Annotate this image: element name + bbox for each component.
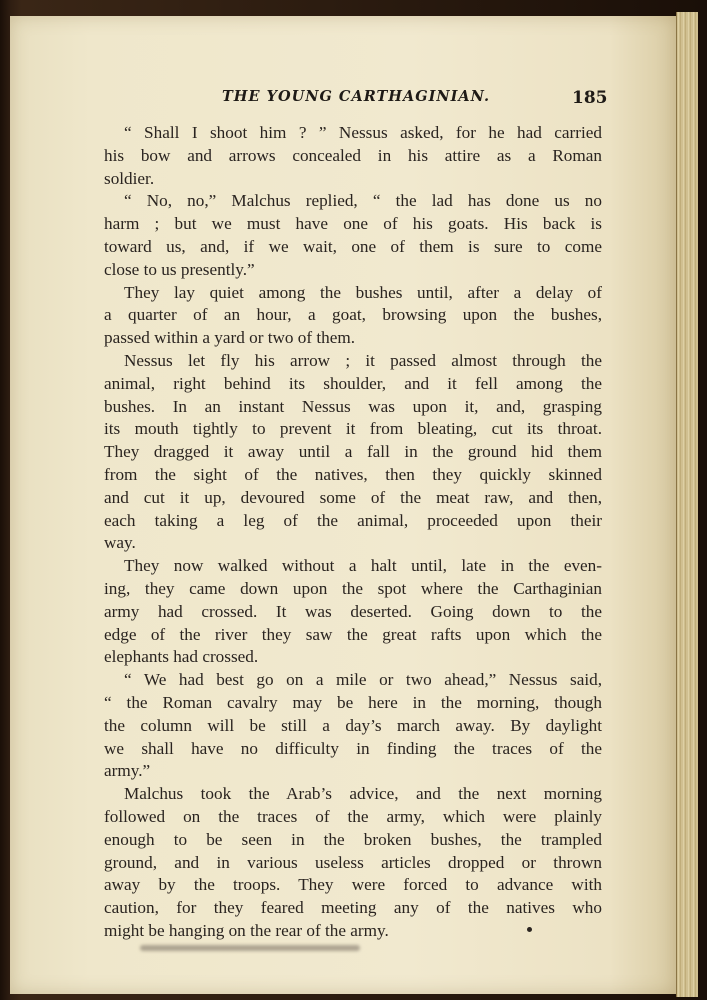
text-line: harm ; but we must have one of his goats. His back is [104, 214, 602, 234]
text-line: its mouth tightly to prevent it from bleating, cut its throat. [104, 419, 602, 439]
text-line: each taking a leg of the animal, proceeded upon their [104, 510, 602, 530]
text-line: toward us, and, if we wait, one of them is sure to come [104, 236, 602, 256]
text-line: “ We had best go on a mile or two ahead,” Nessus said, [124, 670, 602, 690]
text-line: They lay quiet among the bushes until, after a delay of [124, 282, 602, 302]
text-line: They now walked without a halt until, late in the even- [124, 556, 602, 576]
text-line: They dragged it away until a fall in the ground hid them [104, 442, 602, 462]
text-line: passed within a yard or two of them. [104, 328, 356, 348]
text-line: away by the troops. They were forced to advance with [104, 875, 602, 895]
page-edges [676, 12, 699, 997]
text-line: ing, they came down upon the spot where the Carthaginian [104, 578, 602, 598]
text-line: Malchus took the Arab’s advice, and the next morning [124, 784, 602, 804]
text-line: we shall have no difficulty in finding the traces of the [104, 738, 602, 758]
text-line: the column will be still a day’s march away. By daylight [104, 715, 602, 735]
book-cover-edge [698, 0, 707, 1000]
body-text [104, 122, 602, 943]
text-line: elephants had crossed. [104, 647, 259, 667]
page-number: 185 [572, 88, 608, 108]
ink-dot [527, 927, 532, 932]
text-line: soldier. [104, 168, 155, 188]
text-line: followed on the traces of the army, which were plainly [104, 806, 602, 826]
text-line: “ Shall I shoot him ? ” Nessus asked, for he had carried [124, 123, 602, 142]
text-line: animal, right behind its shoulder, and it fell among the [104, 373, 602, 393]
text-line: Nessus let fly his arrow ; it passed almost through the [124, 350, 602, 370]
print-smudge [140, 945, 360, 951]
text-line: might be hanging on the rear of the army. [104, 920, 389, 940]
text-line: a quarter of an hour, a goat, browsing upon the bushes, [104, 305, 602, 325]
text-line: way. [104, 533, 136, 553]
text-line: army had crossed. It was deserted. Going down to the [104, 601, 602, 621]
text-line: and cut it up, devoured some of the meat raw, and then, [104, 487, 602, 507]
text-line: edge of the river they saw the great rafts upon which the [104, 624, 602, 644]
text-line: his bow and arrows concealed in his attire as a Roman [104, 145, 602, 165]
text-line: from the sight of the natives, then they quickly skinned [104, 464, 602, 484]
text-line: caution, for they feared meeting any of the natives who [104, 898, 602, 918]
text-line: close to us presently.” [104, 259, 255, 279]
text-line: ground, and in various useless articles dropped or thrown [104, 852, 602, 872]
text-line: “ the Roman cavalry may be here in the morning, though [104, 692, 602, 712]
text-line: “ No, no,” Malchus replied, “ the lad has done us no [124, 191, 602, 211]
text-line: enough to be seen in the broken bushes, the trampled [104, 829, 602, 849]
text-line: army.” [104, 761, 151, 781]
text-line: bushes. In an instant Nessus was upon it, and, grasping [104, 396, 602, 416]
running-head: THE YOUNG CARTHAGINIAN. [222, 88, 491, 105]
